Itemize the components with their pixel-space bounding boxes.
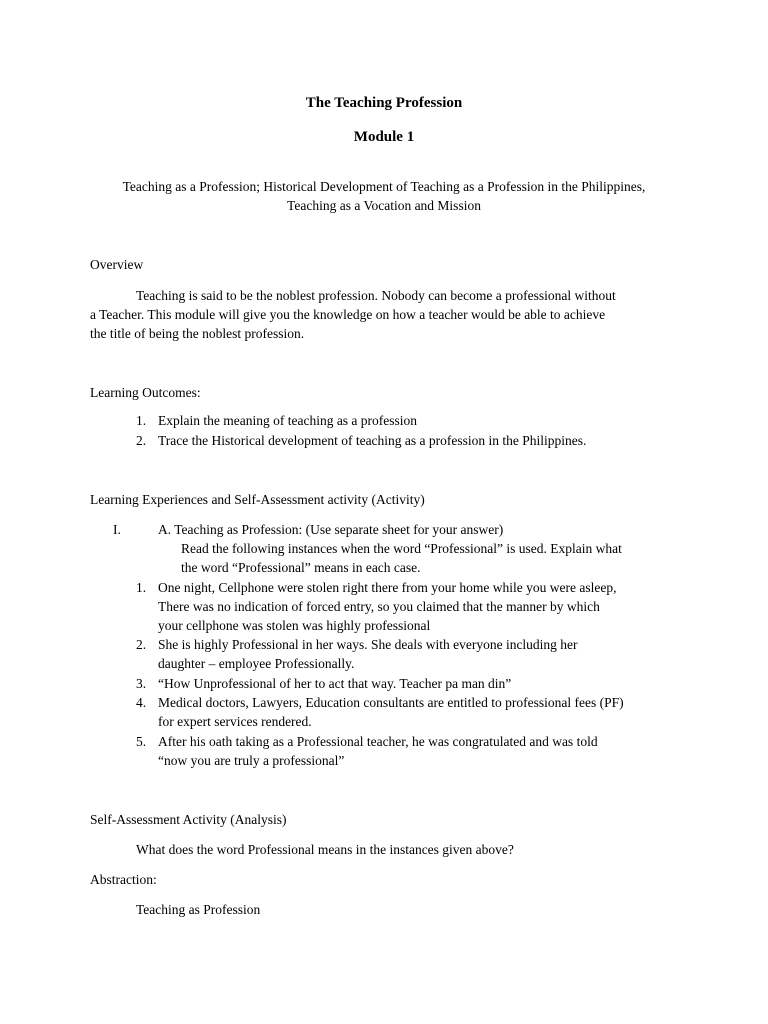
experiences-heading: Learning Experiences and Self-Assessment activity (Activity) bbox=[90, 492, 425, 507]
subtitle-line-1: Teaching as a Profession; Historical Development of Teaching as a Profession in the Philippines, bbox=[122, 179, 646, 194]
item-line: One night, Cellphone were stolen right there from your home while you were asleep, bbox=[158, 580, 617, 595]
abstraction-heading: Abstraction: bbox=[90, 872, 157, 887]
item-number: 2. bbox=[136, 637, 147, 652]
item-number: 4. bbox=[136, 695, 147, 710]
item-line: Medical doctors, Lawyers, Education consultants are entitled to professional fees (PF) bbox=[158, 695, 624, 710]
module-label: Module 1 bbox=[353, 129, 415, 145]
self-assessment-heading: Self-Assessment Activity (Analysis) bbox=[90, 812, 287, 827]
outcome-text: Trace the Historical development of teaching as a profession in the Philippines. bbox=[158, 433, 587, 448]
subtitle-line-2: Teaching as a Vocation and Mission bbox=[287, 198, 481, 213]
item-line: “now you are truly a professional” bbox=[158, 753, 345, 768]
roman-numeral: I. bbox=[113, 522, 121, 537]
outcome-text: Explain the meaning of teaching as a profession bbox=[158, 413, 418, 428]
outcomes-heading: Learning Outcomes: bbox=[90, 385, 201, 400]
item-line: After his oath taking as a Professional teacher, he was congratulated and was told bbox=[158, 734, 598, 749]
outcome-number: 2. bbox=[136, 433, 147, 448]
abstraction-text: Teaching as Profession bbox=[136, 902, 261, 917]
outcome-number: 1. bbox=[136, 413, 147, 428]
item-line: There was no indication of forced entry, so you claimed that the manner by which bbox=[158, 599, 600, 614]
document-title: The Teaching Profession bbox=[305, 95, 463, 111]
item-line: for expert services rendered. bbox=[158, 714, 312, 729]
item-line: your cellphone was stolen was highly professional bbox=[158, 618, 431, 633]
section-a-heading: A. Teaching as Profession: (Use separate sheet for your answer) bbox=[158, 522, 504, 537]
instruction-line-2: the word “Professional” means in each case. bbox=[181, 560, 421, 575]
item-line: “How Unprofessional of her to act that way. Teacher pa man din” bbox=[158, 676, 512, 691]
item-line: daughter – employee Professionally. bbox=[158, 656, 355, 671]
self-assessment-question: What does the word Professional means in the instances given above? bbox=[136, 842, 514, 857]
item-line: She is highly Professional in her ways. She deals with everyone including her bbox=[158, 637, 578, 652]
overview-heading: Overview bbox=[90, 257, 144, 272]
item-number: 5. bbox=[136, 734, 147, 749]
overview-line-1: Teaching is said to be the noblest profession. Nobody can become a professional without bbox=[136, 288, 616, 303]
overview-line-2: a Teacher. This module will give you the knowledge on how a teacher would be able to achieve bbox=[90, 307, 606, 322]
instruction-line-1: Read the following instances when the word “Professional” is used. Explain what bbox=[181, 541, 622, 556]
overview-line-3: the title of being the noblest profession. bbox=[90, 326, 305, 341]
item-number: 1. bbox=[136, 580, 147, 595]
item-number: 3. bbox=[136, 676, 147, 691]
